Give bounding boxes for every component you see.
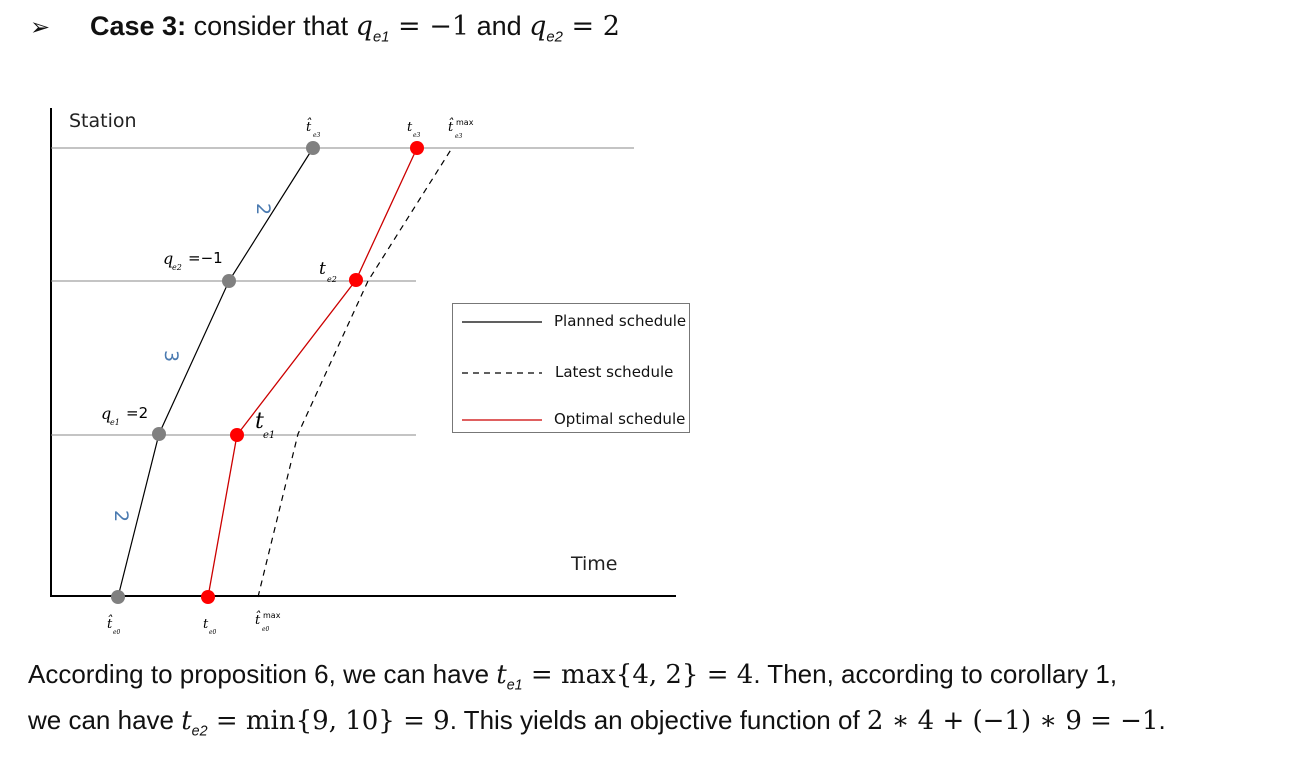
- line1-math: = max{4, 2} = 4: [522, 660, 754, 690]
- legend: [453, 304, 690, 433]
- latest-schedule-line: [258, 148, 452, 597]
- planned-point-e2: [222, 274, 236, 288]
- label-t-hat-e3: [306, 117, 321, 139]
- line2-math: = min{9, 10} = 9: [207, 706, 450, 736]
- q1-symbol: q: [355, 11, 373, 42]
- line2-end: .: [1158, 705, 1166, 735]
- line2-text-b: . This yields an objective function of: [449, 705, 867, 735]
- svg-text:max: max: [263, 611, 281, 620]
- svg-text:t: t: [319, 259, 326, 279]
- segment-cost-e0-e1: 2: [110, 510, 132, 523]
- svg-text:max: max: [456, 118, 474, 127]
- svg-text:q: q: [163, 249, 174, 268]
- label-t-hat-max-e0: [255, 610, 281, 633]
- svg-text:e2: e2: [172, 263, 182, 272]
- line1-text-b: . Then, according to corollary 1,: [753, 659, 1118, 689]
- line2-sub: e2: [191, 723, 208, 740]
- heading-text: consider that: [186, 11, 356, 41]
- svg-text:e2: e2: [327, 275, 337, 284]
- optimal-point-e0: [201, 590, 215, 604]
- segment-cost-e2-e3: 2: [252, 203, 274, 216]
- q2-value: = 2: [562, 11, 620, 42]
- line1-var: t: [496, 660, 507, 690]
- label-t-e1: [255, 409, 275, 441]
- segment-cost-e1-e2: 3: [160, 350, 182, 363]
- line2-text-a: we can have: [28, 705, 182, 735]
- svg-text:e0: e0: [262, 626, 270, 633]
- q-e2-label: [163, 249, 223, 272]
- svg-text:t: t: [407, 120, 413, 135]
- x-axis-label: Time: [571, 553, 618, 575]
- legend-label-optimal: Optimal schedule: [554, 410, 686, 428]
- svg-text:=−1: =−1: [188, 249, 223, 267]
- optimal-point-e3: [410, 141, 424, 155]
- legend-label-planned: Planned schedule: [554, 312, 687, 330]
- planned-point-e3: [306, 141, 320, 155]
- label-t-e0: [203, 617, 217, 636]
- q2-sub: e2: [546, 29, 563, 46]
- bullet-arrow-icon: ➢: [30, 13, 51, 41]
- planned-point-e0: [111, 590, 125, 604]
- line2-var: t: [181, 706, 192, 736]
- svg-text:e1: e1: [110, 418, 120, 427]
- q1-value: = −1: [389, 11, 470, 42]
- svg-text:q: q: [101, 404, 112, 423]
- svg-text:t̂: t̂: [255, 613, 261, 628]
- q2-symbol: q: [529, 11, 547, 42]
- paragraph-line-2: [28, 697, 1166, 754]
- svg-text:e1: e1: [263, 430, 276, 441]
- y-axis-label: Station: [69, 110, 137, 132]
- svg-text:e0: e0: [209, 629, 217, 636]
- svg-text:e3: e3: [313, 132, 321, 139]
- line2-expression: 2 ∗ 4 + (−1) ∗ 9 = −1: [866, 706, 1159, 736]
- svg-text:e3: e3: [413, 132, 421, 139]
- label-t-hat-max-e3: [448, 117, 474, 140]
- label-t-e3: [407, 120, 421, 139]
- case-label: Case 3:: [90, 11, 187, 41]
- label-t-e2: [319, 259, 337, 284]
- optimal-point-e2: [349, 273, 363, 287]
- planned-point-e1: [152, 427, 166, 441]
- optimal-point-e1: [230, 428, 244, 442]
- legend-label-latest: Latest schedule: [555, 363, 674, 381]
- label-t-hat-e0: [107, 614, 121, 636]
- svg-text:e0: e0: [113, 629, 121, 636]
- svg-text:t: t: [203, 617, 209, 632]
- q1-sub: e1: [372, 29, 390, 46]
- svg-text:=2: =2: [126, 404, 149, 422]
- svg-text:t̂: t̂: [306, 120, 312, 135]
- optimal-schedule-line: [208, 148, 417, 597]
- svg-text:t: t: [255, 409, 264, 434]
- and-text: and: [469, 11, 530, 41]
- planned-schedule-line: [118, 148, 313, 597]
- line1-sub: e1: [506, 677, 523, 694]
- line1-text-a: According to proposition 6, we can have: [28, 659, 497, 689]
- svg-text:e3: e3: [455, 133, 463, 140]
- svg-text:t̂: t̂: [107, 617, 113, 632]
- q-e1-label: [101, 404, 148, 427]
- svg-text:t̂: t̂: [448, 120, 454, 135]
